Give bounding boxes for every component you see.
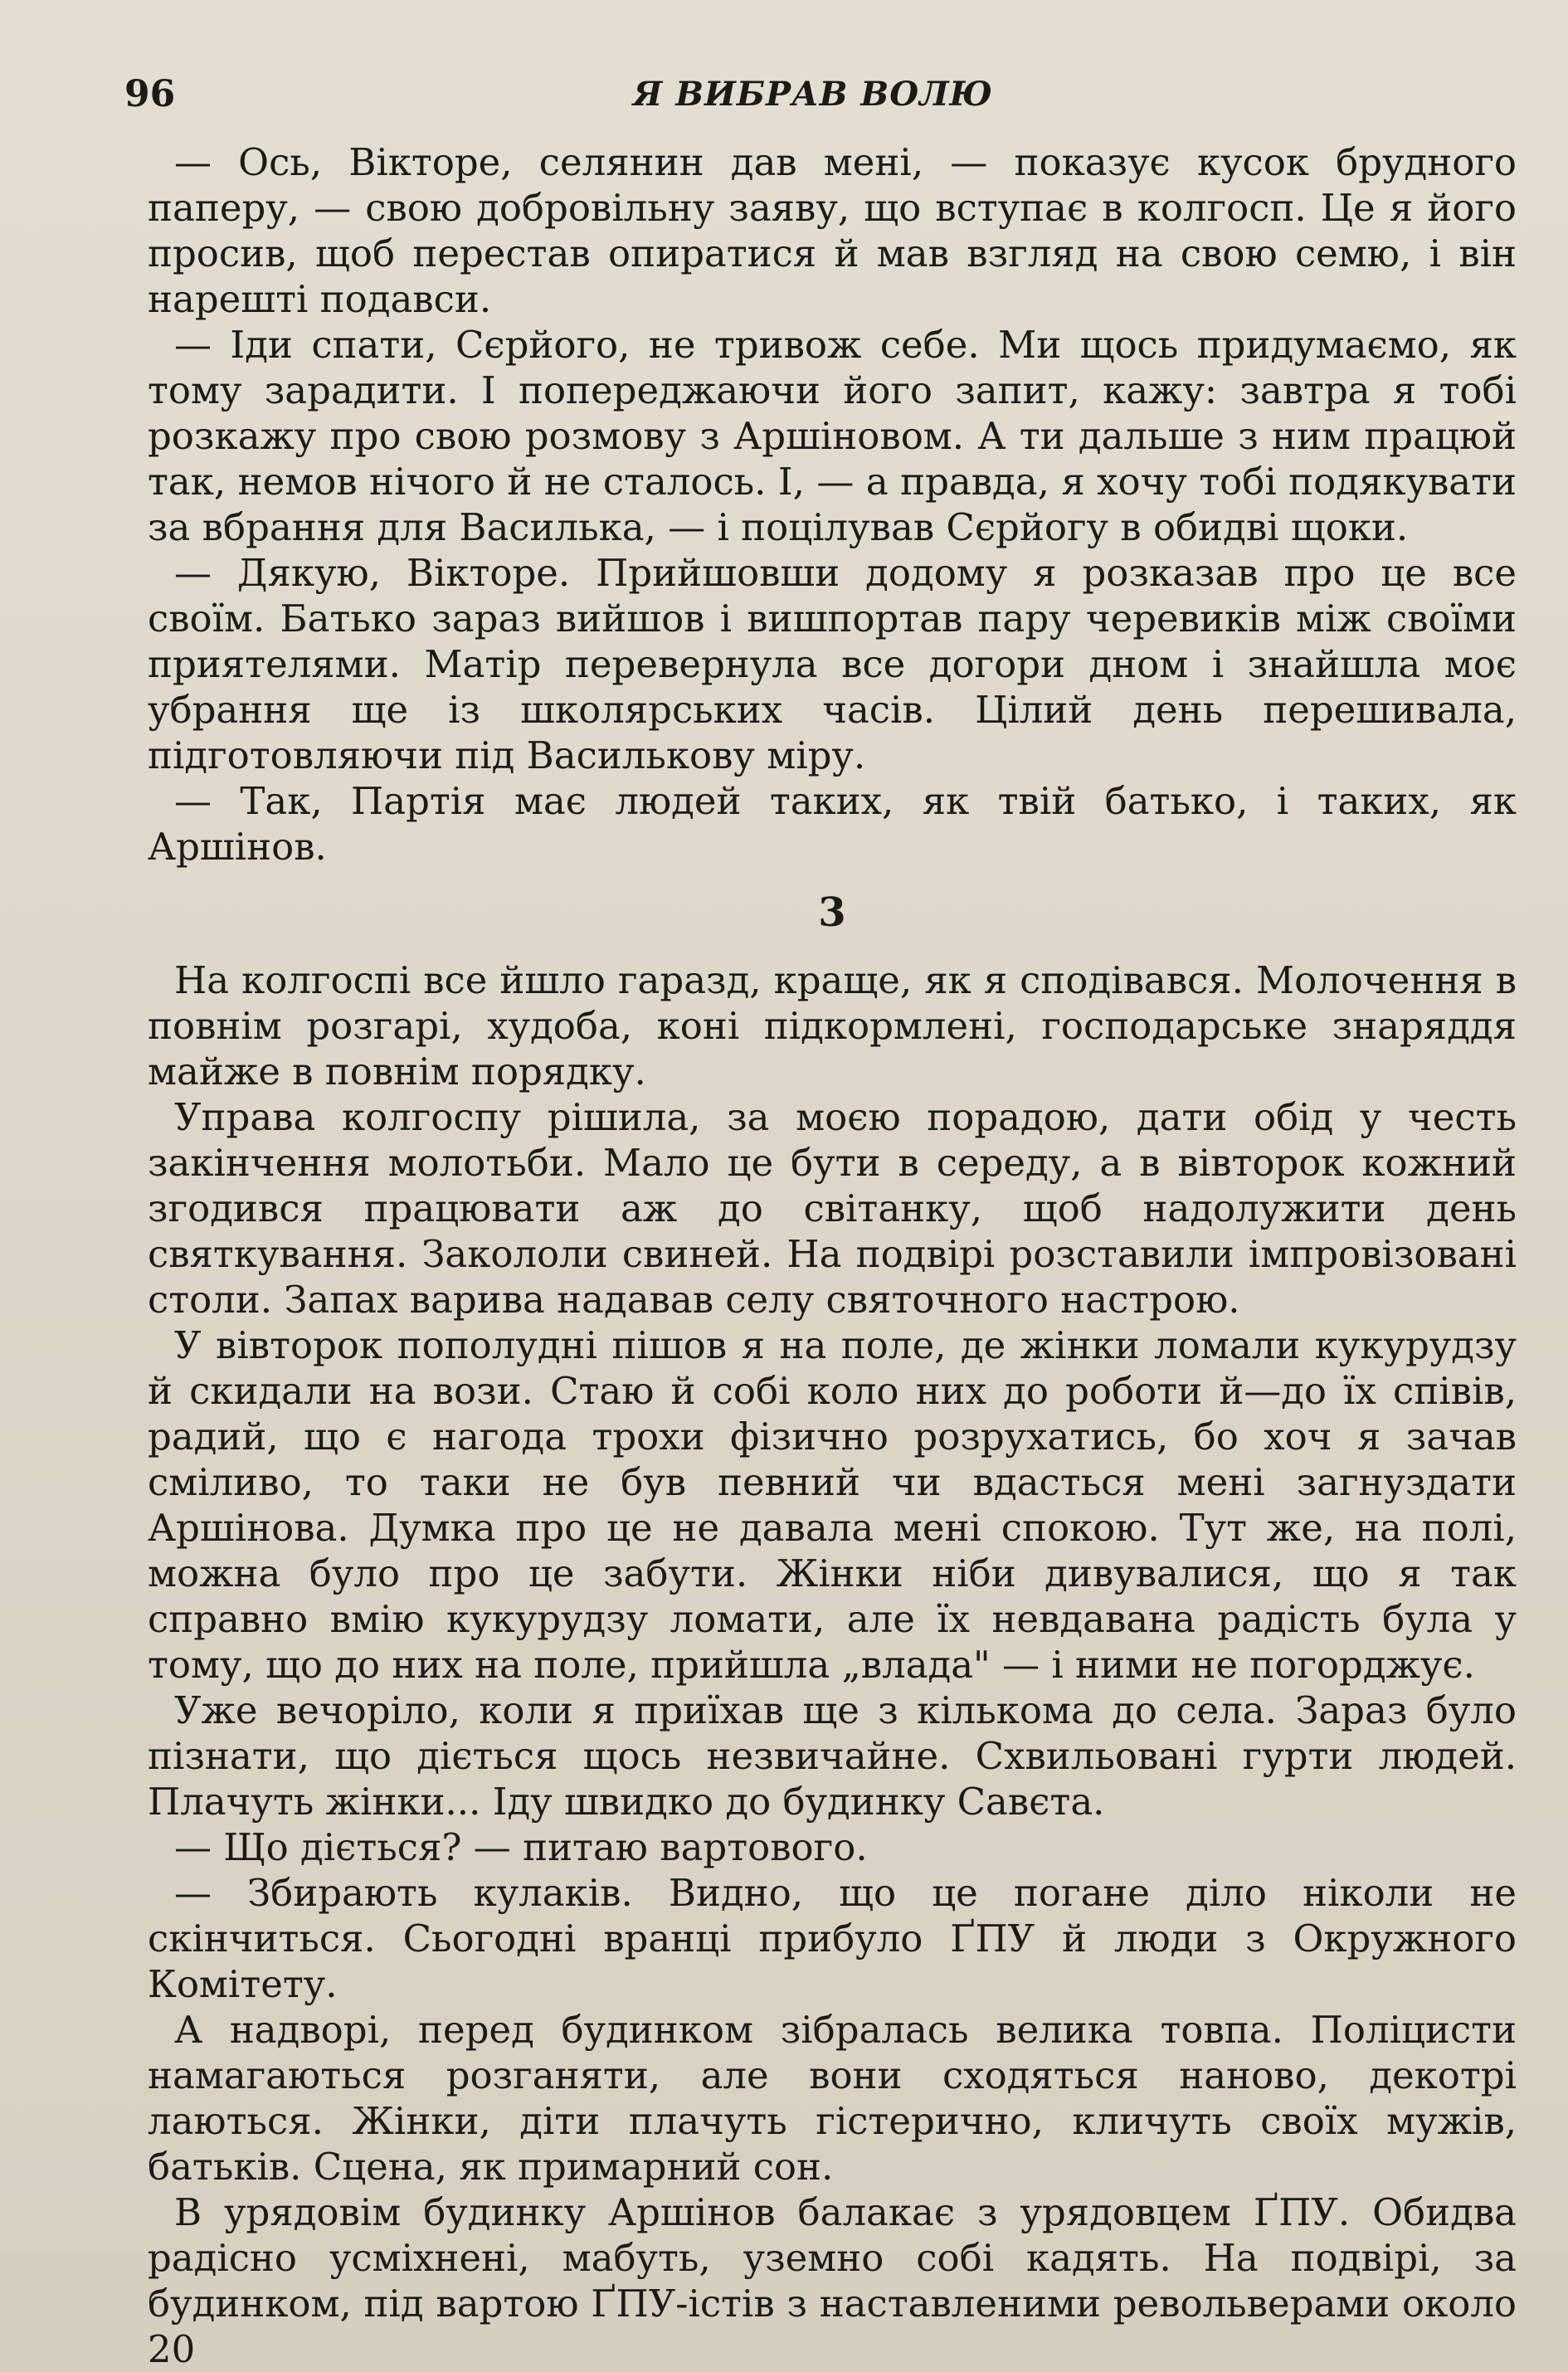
body-text: [148, 139, 1517, 2372]
paragraph: — Дякую, Вікторе. Прийшовши додому я розказав про це все своїм. Батько зараз вийшов і вишпортав пару черевиків між своїми приятелями. Матір перевернула все догори дном і знайшла моє убрання ще із школярських часів. Цілий день перешивала, підготовляючи під Василькову міру.: [148, 551, 1517, 777]
paragraph: Управа колгоспу рішила, за моєю порадою, дати обід у честь закінчення молотьби. Мало це бути в середу, а в вівторок кожний згодився працювати аж до світанку, щоб надолужити день святкування. Закололи свиней. На подвірі розставили імпровізовані столи. Запах варива надавав селу святочного настрою.: [148, 1095, 1517, 1322]
paragraph: — Що діється? — питаю вартового.: [174, 1825, 868, 1869]
paragraph: У вівторок пополудні пішов я на поле, де жінки ломали кукурудзу й скидали на вози. Стаю й собі коло них до роботи й—до їх співів, радий, що є нагода трохи фізично розрухатись, бо хоч я зачав сміливо, то таки не був певний чи вдасться мені загнуздати Аршінова. Думка про це не давала мені спокою. Тут же, на полі, можна було про це забути. Жінки ніби дивувалися, що я так справно вмію кукурудзу ломати, але їх невдавана радість була у тому, що до них на поле, прийшла „влада" — і ними не погорджує.: [148, 1323, 1517, 1687]
paragraph: — Іди спати, Сєрйого, не тривож себе. Ми щось придумаємо, як тому зарадити. І попереджаючи його запит, кажу: завтра я тобі розкажу про свою розмову з Аршіновом. А ти дальше з ним працюй так, немов нічого й не сталось. І, — а правда, я хочу тобі подякувати за вбрання для Василька, — і поцілував Сєрйогу в обидві щоки.: [148, 323, 1517, 549]
paragraph: — Збирають кулаків. Видно, що це погане діло ніколи не скінчиться. Сьогодні вранці прибуло ҐПУ й люди з Окружного Комітету.: [148, 1871, 1517, 2006]
page-number: 96: [124, 73, 176, 115]
paragraph: — Ось, Вікторе, селянин дав мені, — показує кусок брудного паперу, — свою добровільну заяву, що вступає в колгосп. Це я його просив, щоб перестав опиратися й мав взгляд на свою семю, і він нарешті подавси.: [148, 140, 1517, 321]
paragraph: — Так, Партія має людей таких, як твій батько, і таких, як Аршінов.: [148, 779, 1517, 869]
running-title: Я ВИБРАВ ВОЛЮ: [633, 75, 993, 114]
chapter-number: 3: [818, 889, 846, 936]
paragraph: На колгоспі все йшло гаразд, краще, як я сподівався. Молочення в повнім розгарі, худоба, коні підкормлені, господарське знаряддя майже в повнім порядку.: [148, 958, 1517, 1093]
paragraph: Уже вечоріло, коли я приїхав ще з кількома до села. Зараз було пізнати, що діється щось незвичайне. Схвильовані гурти людей. Плачуть жінки... Іду швидко до будинку Савєта.: [148, 1688, 1517, 1824]
paragraph: А надворі, перед будинком зібралась велика товпа. Поліцисти намагаються розганяти, але вони сходяться наново, декотрі лаються. Жінки, діти плачуть гістерично, кличуть своїх мужів, батьків. Сцена, як примарний сон.: [148, 2008, 1517, 2189]
paragraph: В урядовім будинку Аршінов балакає з урядовцем ҐПУ. Обидва радісно усміхнені, мабуть, уземно собі кадять. На подвірі, за будинком, під вартою ҐПУ-істів з наставленими револьверами около 20: [148, 2190, 1517, 2371]
page-header: [124, 66, 1502, 124]
